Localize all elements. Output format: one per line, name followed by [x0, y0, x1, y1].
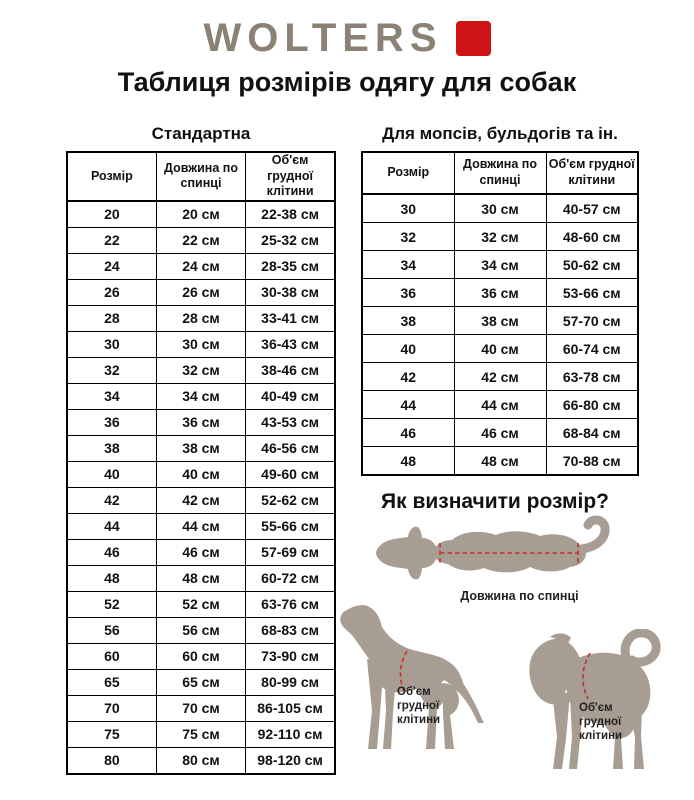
table-cell: 68-83 см [246, 617, 335, 643]
standard-table-body [67, 201, 335, 774]
table-row [67, 747, 335, 774]
table-cell: 38 [67, 435, 156, 461]
table-cell: 26 [67, 279, 156, 305]
pugs-header-row [362, 152, 638, 194]
table-cell: 70 [67, 695, 156, 721]
table-cell: 48 см [454, 447, 546, 476]
table-cell: 60 см [156, 643, 245, 669]
table-row [67, 539, 335, 565]
table-cell: 42 [362, 363, 454, 391]
table-row [362, 194, 638, 223]
table-cell: 57-69 см [246, 539, 335, 565]
table-cell: 48 [362, 447, 454, 476]
table-cell: 24 [67, 253, 156, 279]
table-cell: 32 см [454, 223, 546, 251]
table-cell: 44 см [156, 513, 245, 539]
table-cell: 63-78 см [546, 363, 638, 391]
table-row [67, 253, 335, 279]
brand-logo-text: WOLTERS [203, 16, 443, 60]
table-cell: 40 см [156, 461, 245, 487]
table-row [362, 279, 638, 307]
table-cell: 49-60 см [246, 461, 335, 487]
table-cell: 60 [67, 643, 156, 669]
chest-girth-label: Об'єм грудної клітини [397, 686, 441, 726]
table-row [67, 721, 335, 747]
table-cell: 43-53 см [246, 409, 335, 435]
table-cell: 34 [362, 251, 454, 279]
table-row [67, 383, 335, 409]
table-cell: 40 [67, 461, 156, 487]
table-row [67, 357, 335, 383]
standard-size-table [66, 151, 336, 775]
table-cell: 36 см [454, 279, 546, 307]
table-cell: 52 [67, 591, 156, 617]
table-cell: 40 см [454, 335, 546, 363]
table-cell: 75 [67, 721, 156, 747]
table-cell: 68-84 см [546, 419, 638, 447]
table-cell: 65 [67, 669, 156, 695]
standard-table-title: Стандартна [151, 124, 251, 143]
table-cell: 52 см [156, 591, 245, 617]
topview-dog-silhouette [372, 515, 617, 591]
table-cell: 44 см [454, 391, 546, 419]
table-cell: 42 см [156, 487, 245, 513]
table-row [67, 279, 335, 305]
table-cell: 34 см [156, 383, 245, 409]
table-cell: 30-38 см [246, 279, 335, 305]
table-cell: 98-120 см [246, 747, 335, 774]
table-cell: 36-43 см [246, 331, 335, 357]
pugs-size-table [361, 151, 639, 476]
table-cell: 60-74 см [546, 335, 638, 363]
table-cell: 65 см [156, 669, 245, 695]
table-cell: 40 [362, 335, 454, 363]
table-row [67, 513, 335, 539]
table-cell: 57-70 см [546, 307, 638, 335]
table-cell: 86-105 см [246, 695, 335, 721]
table-cell: 25-32 см [246, 227, 335, 253]
table-cell: 28 [67, 305, 156, 331]
table-cell: 73-90 см [246, 643, 335, 669]
standard-table-block [66, 124, 336, 775]
table-cell: 63-76 см [246, 591, 335, 617]
col-header-size: Розмір [67, 152, 156, 201]
col-header-chest-girth: Об'єм грудної клітини [246, 152, 335, 201]
table-cell: 33-41 см [246, 305, 335, 331]
table-row [67, 643, 335, 669]
table-cell: 56 см [156, 617, 245, 643]
table-cell: 66-80 см [546, 391, 638, 419]
standing-dog-silhouette [331, 601, 487, 757]
col-header-back-length: Довжина по спинці [454, 152, 546, 194]
table-cell: 70-88 см [546, 447, 638, 476]
table-cell: 34 [67, 383, 156, 409]
table-row [67, 331, 335, 357]
table-cell: 30 [362, 194, 454, 223]
table-row [67, 617, 335, 643]
table-cell: 46 [67, 539, 156, 565]
table-row [362, 251, 638, 279]
table-cell: 36 [362, 279, 454, 307]
table-cell: 80 [67, 747, 156, 774]
table-cell: 75 см [156, 721, 245, 747]
table-row [362, 307, 638, 335]
table-cell: 36 см [156, 409, 245, 435]
guide-title: Як визначити розмір? [381, 490, 609, 513]
table-cell: 80 см [156, 747, 245, 774]
table-cell: 40-49 см [246, 383, 335, 409]
col-header-size: Розмір [362, 152, 454, 194]
table-row [362, 419, 638, 447]
table-cell: 60-72 см [246, 565, 335, 591]
table-cell: 48 [67, 565, 156, 591]
table-cell: 26 см [156, 279, 245, 305]
table-row [362, 391, 638, 419]
table-row [67, 591, 335, 617]
table-cell: 32 [362, 223, 454, 251]
table-cell: 48 см [156, 565, 245, 591]
table-cell: 36 [67, 409, 156, 435]
table-cell: 40-57 см [546, 194, 638, 223]
table-cell: 50-62 см [546, 251, 638, 279]
col-header-back-length: Довжина по спинці [156, 152, 245, 201]
table-row [67, 669, 335, 695]
table-cell: 32 см [156, 357, 245, 383]
table-cell: 46 [362, 419, 454, 447]
table-cell: 22 см [156, 227, 245, 253]
table-cell: 55-66 см [246, 513, 335, 539]
table-cell: 32 [67, 357, 156, 383]
table-row [67, 435, 335, 461]
table-cell: 42 см [454, 363, 546, 391]
table-cell: 30 [67, 331, 156, 357]
pugs-table-block [361, 124, 639, 476]
chest-girth-label: Об'єм грудної клітини [579, 702, 623, 742]
table-row [362, 223, 638, 251]
table-cell: 30 см [454, 194, 546, 223]
table-cell: 46-56 см [246, 435, 335, 461]
table-cell: 22 [67, 227, 156, 253]
table-row [67, 201, 335, 228]
table-cell: 38 см [156, 435, 245, 461]
table-row [67, 461, 335, 487]
table-row [362, 447, 638, 476]
table-cell: 38 [362, 307, 454, 335]
table-cell: 48-60 см [546, 223, 638, 251]
table-cell: 24 см [156, 253, 245, 279]
table-cell: 30 см [156, 331, 245, 357]
standard-header-row [67, 152, 335, 201]
table-cell: 46 см [156, 539, 245, 565]
table-row [67, 305, 335, 331]
table-cell: 92-110 см [246, 721, 335, 747]
table-row [67, 565, 335, 591]
table-cell: 80-99 см [246, 669, 335, 695]
table-cell: 46 см [454, 419, 546, 447]
table-cell: 20 см [156, 201, 245, 228]
table-row [67, 487, 335, 513]
table-cell: 38-46 см [246, 357, 335, 383]
table-row [67, 695, 335, 721]
col-header-chest-girth: Об'єм грудної клітини [546, 152, 638, 194]
table-cell: 70 см [156, 695, 245, 721]
table-cell: 53-66 см [546, 279, 638, 307]
back-length-label: Довжина по спинці [460, 589, 579, 603]
pugs-table-title: Для мопсів, бульдогів та ін. [382, 124, 618, 143]
table-cell: 44 [362, 391, 454, 419]
table-cell: 42 [67, 487, 156, 513]
table-cell: 56 [67, 617, 156, 643]
pugs-table-body [362, 194, 638, 475]
table-cell: 52-62 см [246, 487, 335, 513]
brand-logo [0, 18, 694, 58]
table-row [362, 335, 638, 363]
table-cell: 34 см [454, 251, 546, 279]
table-row [67, 227, 335, 253]
page-title: Таблиця розмірів одягу для собак [117, 67, 577, 97]
table-cell: 38 см [454, 307, 546, 335]
table-row [362, 363, 638, 391]
table-cell: 28 см [156, 305, 245, 331]
table-cell: 20 [67, 201, 156, 228]
table-row [67, 409, 335, 435]
table-cell: 44 [67, 513, 156, 539]
brand-logo-red-square [456, 21, 491, 56]
table-cell: 28-35 см [246, 253, 335, 279]
table-cell: 22-38 см [246, 201, 335, 228]
